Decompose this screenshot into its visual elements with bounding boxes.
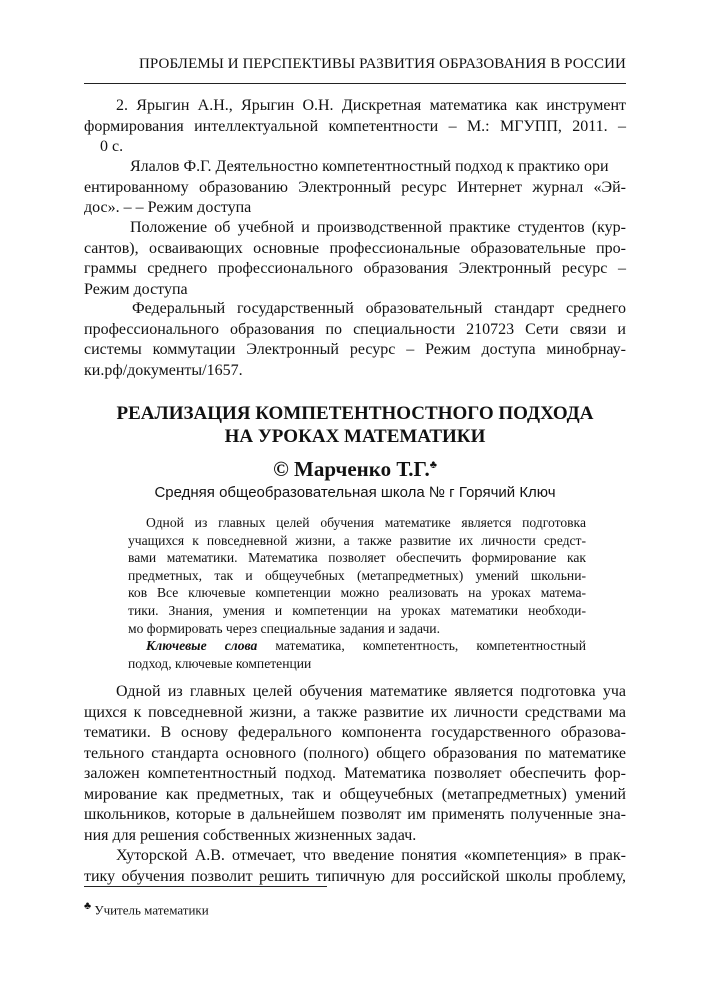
body-paragraph-1 — [84, 682, 626, 846]
keywords-label: Ключевые слова — [146, 638, 258, 654]
body-paragraph-2 — [84, 846, 626, 887]
body-line: Одной из главных целей обучения математике является подготовка уча — [116, 683, 626, 700]
abstract-line: предметных, так и общеучебных (метапредметных) умений школьни- — [128, 567, 586, 583]
abstract-line: вами математики. Математика позволяет обеспечить формирование как — [128, 550, 586, 566]
body-line: заложен компетентностный подход. Математика позволяет обеспечить фор- — [84, 765, 626, 782]
footnote — [84, 900, 209, 918]
body-line: Хуторской А.В. отмечает, что введение понятия «компетенция» в прак- — [116, 847, 626, 864]
keywords-line: подход, ключевые компетенции — [128, 655, 312, 671]
reference-line: Режим доступа — [84, 280, 188, 298]
keywords-line — [128, 637, 586, 655]
reference-line: сантов), осваивающих основные профессиональные образовательные про- — [84, 239, 626, 257]
body-line: щихся к повседневной жизни, а также развитие их личности средствами ма — [84, 703, 626, 721]
body-line: школьников, которые в дальнейшем позволят им применять полученные зна- — [84, 806, 626, 823]
reference-line: Федеральный государственный образовательный стандарт среднего — [132, 300, 626, 317]
title-line: НА УРОКАХ МАТЕМАТИКИ — [224, 426, 486, 447]
reference-line: Ялалов Ф.Г. Деятельностно компетентностный подход к практико ори — [130, 158, 609, 175]
footnote-divider — [84, 886, 327, 887]
reference-2 — [84, 96, 626, 158]
reference-3 — [84, 157, 626, 219]
reference-line: формирования интеллектуальной компетентности – М.: МГУПП, 2011. – — [84, 117, 626, 135]
author-text: © Марченко Т.Г. — [273, 457, 430, 481]
abstract-line: мо формировать через специальные задания и задачи. — [128, 620, 440, 636]
reference-line: 2. Ярыгин А.Н., Ярыгин О.Н. Дискретная математика как инструмент — [116, 97, 626, 114]
abstract-line: учащихся к повседневной жизни, а также развитие их личности средст- — [128, 532, 586, 548]
footnote-mark: ♣ — [84, 900, 92, 912]
abstract-line: ков Все ключевые компетенции можно реализовать на уроках матема- — [128, 585, 586, 601]
reference-line: системы коммутации Электронный ресурс – Режим доступа минобрнау- — [84, 341, 626, 358]
running-head: ПРОБЛЕМЫ И ПЕРСПЕКТИВЫ РАЗВИТИЯ ОБРАЗОВАНИЯ В РОССИИ — [138, 56, 626, 72]
abstract-line: Одной из главных целей обучения математике является подготовка — [146, 515, 586, 530]
reference-line: ентированному образованию Электронный ресурс Интернет журнал «Эй- — [84, 178, 626, 196]
body-line: ния для решения собственных жизненных задач. — [84, 826, 417, 844]
body-line: мирование как предметных, так и общеучебных (метапредметных) умений — [84, 785, 626, 803]
reference-line: 0 с. — [100, 138, 124, 155]
reference-4 — [84, 218, 626, 300]
reference-line: профессионального образования по специальности 210723 Сети связи и — [84, 320, 626, 338]
author-name — [84, 457, 626, 482]
reference-line: дос». – – Режим доступа — [84, 199, 252, 216]
title-line: РЕАЛИЗАЦИЯ КОМПЕТЕНТНОСТНОГО ПОДХОДА — [116, 403, 594, 424]
reference-line: Положение об учебной и производственной практике студентов (кур- — [130, 219, 626, 236]
body-line: тематики. В основу федерального компонента государственного образова- — [84, 724, 626, 741]
affiliation: Средняя общеобразовательная школа № г Горячий Ключ — [154, 484, 556, 501]
reference-line: граммы среднего профессионального образования Электронный ресурс – — [84, 260, 626, 277]
keywords-text: математика, компетентность, компетентностный — [257, 638, 586, 654]
footnote-text: Учитель математики — [91, 902, 209, 918]
article-title — [84, 402, 626, 448]
footnote-mark: ♣ — [429, 459, 437, 471]
body-line: тику обучения позволит решить типичную для российской школы проблему, — [84, 867, 626, 885]
reference-line: ки.рф/документы/1657. — [84, 361, 243, 379]
abstract-line: тики. Знания, умения и компетенции на уроках математики необходи- — [128, 602, 586, 618]
abstract — [128, 514, 586, 672]
header-divider — [84, 83, 626, 84]
reference-5 — [84, 299, 626, 381]
body-line: тельного стандарта основного (полного) общего образования по математике — [84, 744, 626, 762]
